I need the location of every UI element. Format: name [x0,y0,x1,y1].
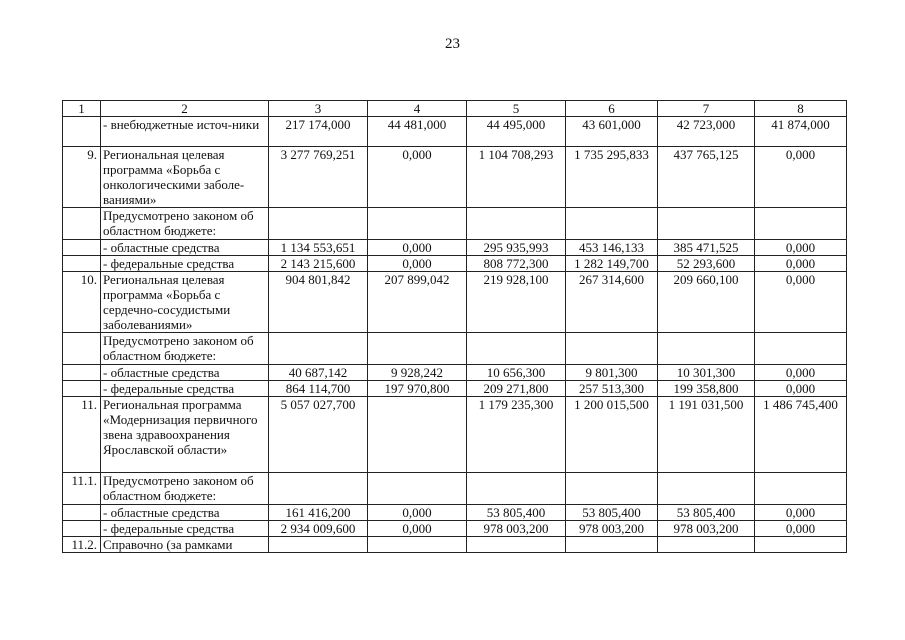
value-cell: 10 656,300 [467,365,566,381]
header-cell: 4 [368,101,467,117]
value-cell: 44 481,000 [368,117,467,147]
table-row [63,365,847,381]
value-cell: 0,000 [755,365,847,381]
value-cell: 1 486 745,400 [755,397,847,473]
row-index-cell [63,365,101,381]
value-cell: 808 772,300 [467,256,566,272]
value-cell [467,208,566,240]
value-cell: 978 003,200 [566,521,658,537]
value-cell [368,397,467,473]
value-cell: 0,000 [368,147,467,208]
header-cell: 8 [755,101,847,117]
value-cell: 53 805,400 [566,505,658,521]
row-label-cell: Справочно (за рамками [101,537,269,553]
value-cell [658,537,755,553]
value-cell [566,208,658,240]
page-number: 23 [445,36,460,52]
value-cell: 219 928,100 [467,272,566,333]
value-cell: 0,000 [755,256,847,272]
row-index-cell [63,256,101,272]
table-row [63,117,847,147]
value-cell: 0,000 [755,147,847,208]
table-header-row [63,101,847,117]
value-cell: 3 277 769,251 [269,147,368,208]
table-row [63,333,847,365]
value-cell: 209 271,800 [467,381,566,397]
value-cell [269,473,368,505]
value-cell [368,333,467,365]
row-label-cell: - областные средства [101,240,269,256]
value-cell [269,537,368,553]
table-row [63,147,847,208]
row-index-cell: 11.2. [63,537,101,553]
row-label-cell: Региональная целевая программа «Борьба с сердечно-сосудистыми заболеваниями» [101,272,269,333]
row-label-cell: - областные средства [101,505,269,521]
value-cell [269,208,368,240]
value-cell: 0,000 [755,521,847,537]
table-row [63,397,847,473]
value-cell [368,208,467,240]
value-cell: 385 471,525 [658,240,755,256]
row-label-cell: - областные средства [101,365,269,381]
value-cell: 2 934 009,600 [269,521,368,537]
table-row [63,272,847,333]
value-cell [467,473,566,505]
value-cell: 904 801,842 [269,272,368,333]
value-cell [467,333,566,365]
value-cell: 864 114,700 [269,381,368,397]
header-cell: 5 [467,101,566,117]
value-cell: 0,000 [368,240,467,256]
value-cell: 1 134 553,651 [269,240,368,256]
value-cell [566,473,658,505]
value-cell: 41 874,000 [755,117,847,147]
value-cell: 2 143 215,600 [269,256,368,272]
row-index-cell [63,117,101,147]
header-cell: 1 [63,101,101,117]
value-cell [755,208,847,240]
row-label-cell: Региональная целевая программа «Борьба с онкологическими заболе-ваниями» [101,147,269,208]
value-cell: 9 928,242 [368,365,467,381]
value-cell: 0,000 [755,381,847,397]
value-cell [566,333,658,365]
value-cell: 1 200 015,500 [566,397,658,473]
value-cell: 1 191 031,500 [658,397,755,473]
value-cell: 1 104 708,293 [467,147,566,208]
value-cell: 40 687,142 [269,365,368,381]
row-label-cell: - федеральные средства [101,521,269,537]
value-cell [269,333,368,365]
value-cell: 0,000 [368,505,467,521]
value-cell: 207 899,042 [368,272,467,333]
budget-table [62,100,847,553]
table-row [63,208,847,240]
value-cell: 978 003,200 [467,521,566,537]
value-cell: 1 179 235,300 [467,397,566,473]
table-row [63,473,847,505]
value-cell [368,537,467,553]
header-cell: 7 [658,101,755,117]
value-cell [755,537,847,553]
value-cell: 44 495,000 [467,117,566,147]
value-cell: 0,000 [755,272,847,333]
header-cell: 6 [566,101,658,117]
value-cell: 0,000 [755,505,847,521]
row-index-cell: 11.1. [63,473,101,505]
value-cell: 267 314,600 [566,272,658,333]
value-cell: 437 765,125 [658,147,755,208]
value-cell: 0,000 [368,521,467,537]
row-label-cell: Региональная программа «Модернизация первичного звена здравоохранения Ярославской области» [101,397,269,473]
row-label-cell: - федеральные средства [101,381,269,397]
row-index-cell [63,240,101,256]
value-cell: 217 174,000 [269,117,368,147]
row-label-cell: Предусмотрено законом об областном бюджете: [101,208,269,240]
table-row [63,505,847,521]
value-cell: 1 735 295,833 [566,147,658,208]
value-cell: 52 293,600 [658,256,755,272]
row-index-cell: 9. [63,147,101,208]
header-cell: 3 [269,101,368,117]
table-row [63,256,847,272]
table-row [63,521,847,537]
value-cell: 199 358,800 [658,381,755,397]
value-cell [368,473,467,505]
value-cell: 10 301,300 [658,365,755,381]
value-cell: 295 935,993 [467,240,566,256]
value-cell [658,208,755,240]
row-label-cell: - федеральные средства [101,256,269,272]
value-cell: 978 003,200 [658,521,755,537]
row-index-cell [63,208,101,240]
value-cell: 0,000 [368,256,467,272]
value-cell: 197 970,800 [368,381,467,397]
value-cell: 53 805,400 [467,505,566,521]
value-cell [755,333,847,365]
value-cell: 161 416,200 [269,505,368,521]
row-index-cell [63,505,101,521]
value-cell [658,473,755,505]
value-cell: 42 723,000 [658,117,755,147]
row-label-cell: Предусмотрено законом об областном бюджете: [101,333,269,365]
value-cell [467,537,566,553]
row-index-cell [63,333,101,365]
value-cell: 1 282 149,700 [566,256,658,272]
row-label-cell: - внебюджетные источ-ники [101,117,269,147]
row-index-cell [63,381,101,397]
header-cell: 2 [101,101,269,117]
value-cell [566,537,658,553]
table-row [63,537,847,553]
value-cell: 43 601,000 [566,117,658,147]
row-index-cell: 10. [63,272,101,333]
value-cell [755,473,847,505]
table-row [63,240,847,256]
value-cell: 53 805,400 [658,505,755,521]
value-cell: 209 660,100 [658,272,755,333]
value-cell: 257 513,300 [566,381,658,397]
value-cell: 5 057 027,700 [269,397,368,473]
value-cell: 453 146,133 [566,240,658,256]
value-cell: 0,000 [755,240,847,256]
row-label-cell: Предусмотрено законом об областном бюджете: [101,473,269,505]
row-index-cell: 11. [63,397,101,473]
value-cell: 9 801,300 [566,365,658,381]
row-index-cell [63,521,101,537]
value-cell [658,333,755,365]
table-row [63,381,847,397]
